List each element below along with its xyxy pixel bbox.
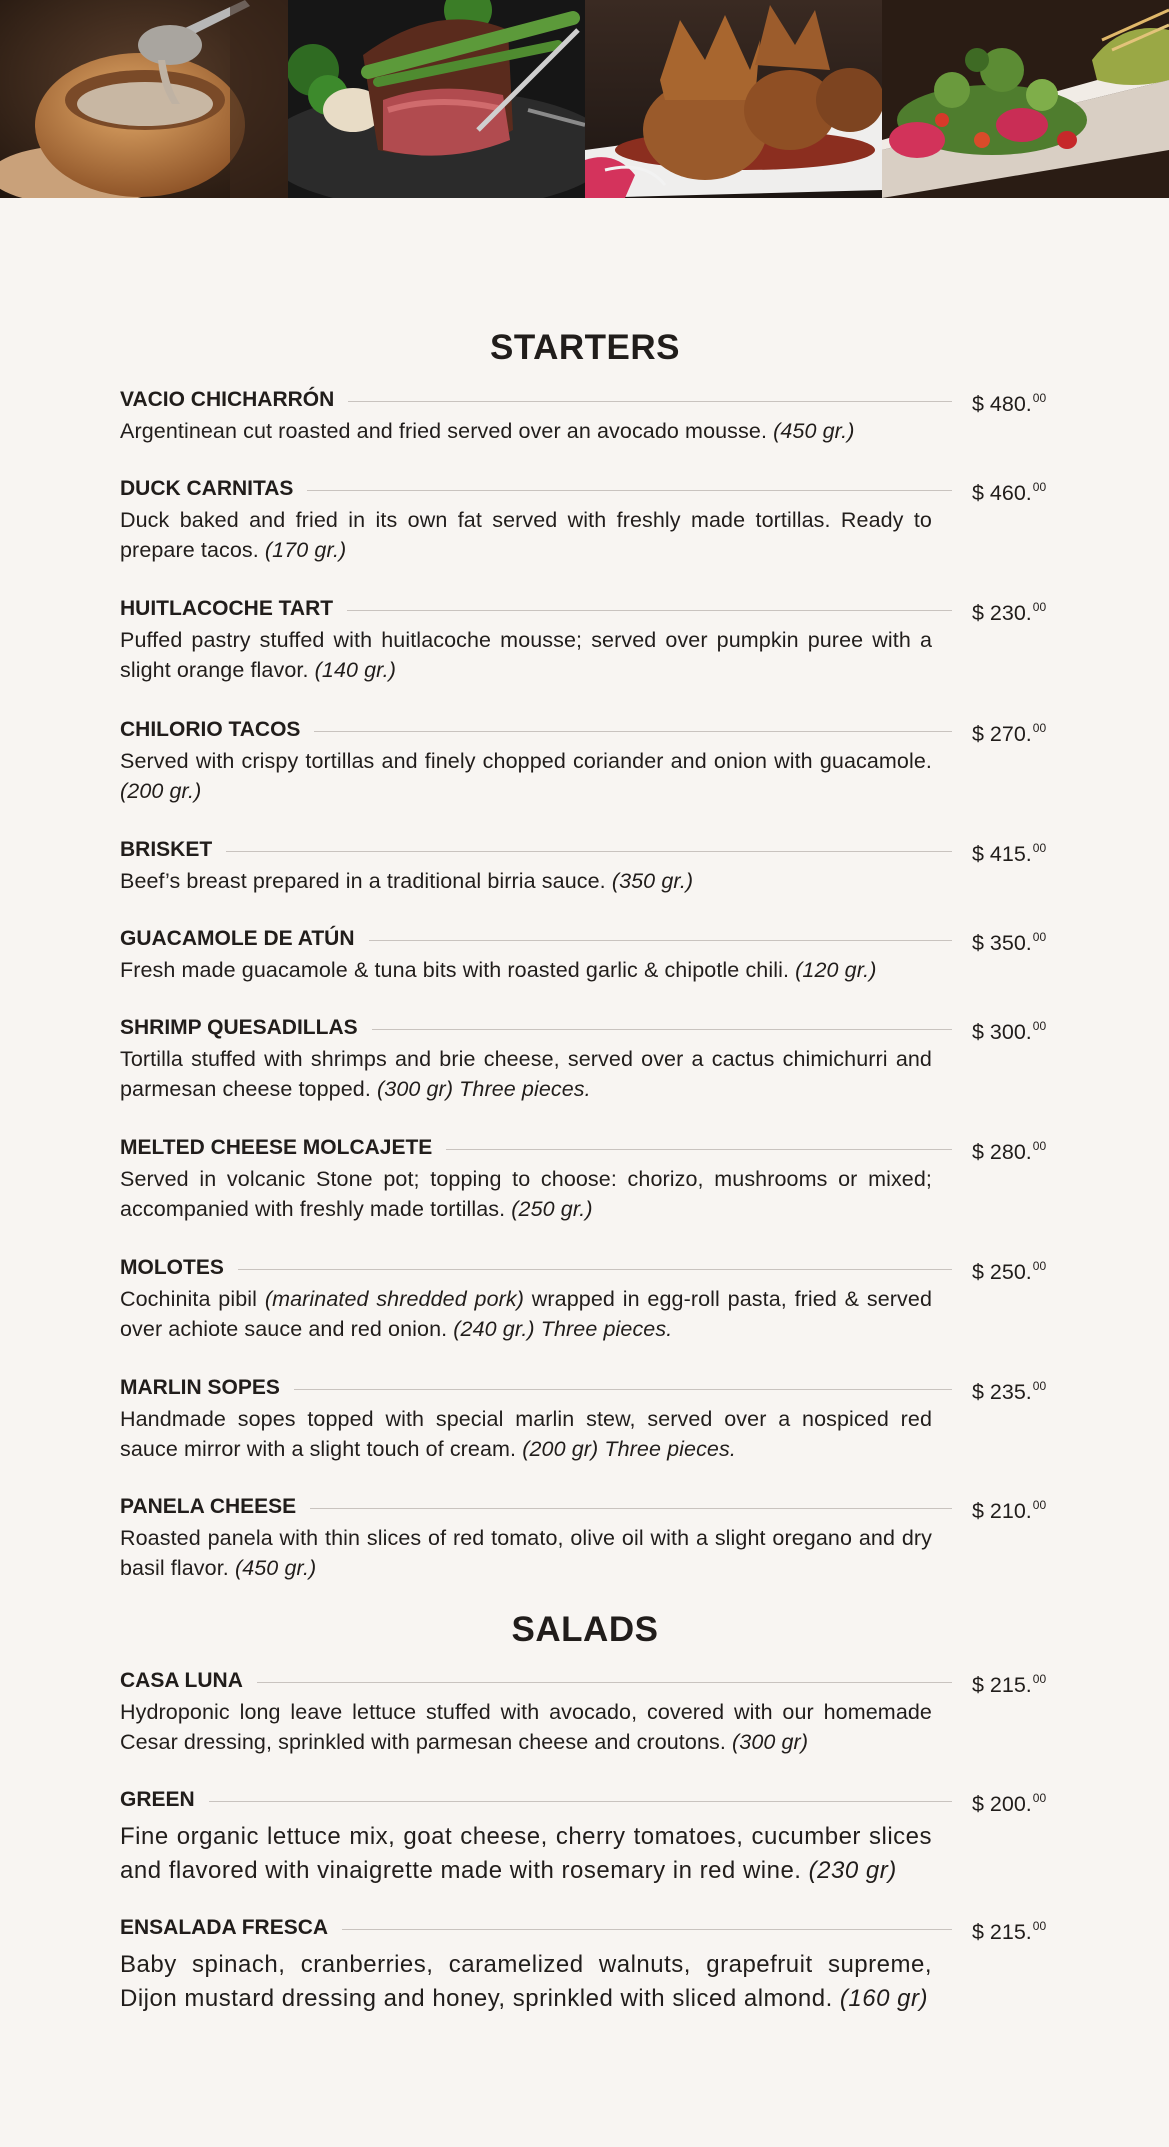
item-price: $ 235.00 [972,1379,1047,1404]
item-description: Fresh made guacamole & tuna bits with roasted garlic & chipotle chili. (120 gr.) [120,958,877,982]
steak-asparagus-photo [288,0,585,198]
item-description: Cochinita pibil (marinated shredded pork) wrapped in egg-roll pasta, fried & served over achiote sauce and red onion. (240 gr.) Three pieces. [120,1287,933,1341]
menu-item [120,1786,1050,1888]
photo-strip [0,0,1169,198]
menu-item [120,475,1050,565]
dotted-leader [120,1269,952,1270]
menu-item [120,836,1050,896]
item-price: $ 460.00 [972,480,1047,505]
item-description: Puffed pastry stuffed with huitlacoche mousse; served over pumpkin puree with a slight orange flavor. (140 gr.) [120,628,932,682]
menu-item [120,1667,1050,1757]
item-price: $ 415.00 [972,841,1047,866]
item-price: $ 215.00 [972,1672,1047,1697]
item-name: CASA LUNA [120,1667,257,1695]
item-description: Hydroponic long leave lettuce stuffed with avocado, covered with our homemade Cesar dressing, sprinkled with parmesan cheese and croutons. (300 gr) [120,1700,932,1754]
menu-item [120,1374,1050,1464]
item-name: PANELA CHEESE [120,1493,310,1521]
item-description: Served in volcanic Stone pot; topping to choose: chorizo, mushrooms or mixed; accompanied with freshly made tortillas. (250 gr.) [120,1167,932,1221]
item-description: Beef’s breast prepared in a traditional birria sauce. (350 gr.) [120,869,694,893]
item-price: $ 480.00 [972,391,1047,416]
menu-item [120,386,1050,446]
menu-item [120,1014,1050,1104]
dotted-leader [120,1801,952,1802]
menu-item [120,1254,1050,1344]
item-name: GUACAMOLE DE ATÚN [120,925,369,953]
item-name: VACIO CHICHARRÓN [120,386,348,414]
item-price: $ 280.00 [972,1139,1047,1164]
item-description: Served with crispy tortillas and finely chopped coriander and onion with guacamole. (200 gr.) [120,749,932,803]
menu-item [120,1914,1050,2016]
item-price: $ 250.00 [972,1259,1047,1284]
section-title-starters: STARTERS [489,328,681,367]
item-name: HUITLACOCHE TART [120,595,347,623]
item-description: Tortilla stuffed with shrimps and brie cheese, served over a cactus chimichurri and parmesan cheese topped. (300 gr) Three pieces. [120,1047,932,1101]
section-title-salads: SALADS [511,1610,659,1649]
item-price: $ 350.00 [972,930,1047,955]
dotted-leader [120,851,952,852]
item-name: ENSALADA FRESCA [120,1914,342,1942]
menu-item [120,1134,1050,1224]
item-description: Fine organic lettuce mix, goat cheese, cherry tomatoes, cucumber slices and flavored with vinaigrette made with rosemary in red wine. (230 gr) [120,1823,932,1884]
fresh-salad-photo [882,0,1169,198]
menu-item [120,595,1050,685]
item-name: CHILORIO TACOS [120,716,314,744]
item-name: GREEN [120,1786,209,1814]
menu-item [120,716,1050,806]
item-price: $ 200.00 [972,1791,1047,1816]
item-name: MARLIN SOPES [120,1374,294,1402]
item-description: Duck baked and fried in its own fat served with freshly made tortillas. Ready to prepare tacos. (170 gr.) [120,508,932,562]
item-name: DUCK CARNITAS [120,475,307,503]
bread-bowl-soup-photo [0,0,288,198]
item-name: MOLOTES [120,1254,238,1282]
item-price: $ 215.00 [972,1919,1047,1944]
item-description: Handmade sopes topped with special marlin stew, served over a nospiced red sauce mirror with a slight touch of cream. (200 gr) Three pieces. [120,1407,932,1461]
item-price: $ 210.00 [972,1498,1047,1523]
item-price: $ 300.00 [972,1019,1047,1044]
item-description: Argentinean cut roasted and fried served over an avocado mousse. (450 gr.) [120,419,855,443]
item-price: $ 270.00 [972,721,1047,746]
item-description: Baby spinach, cranberries, caramelized walnuts, grapefruit supreme, Dijon mustard dressing and honey, sprinkled with sliced almond. (160 gr) [120,1951,932,2012]
item-description: Roasted panela with thin slices of red tomato, olive oil with a slight oregano and dry basil flavor. (450 gr.) [120,1526,932,1580]
item-name: SHRIMP QUESADILLAS [120,1014,372,1042]
item-price: $ 230.00 [972,600,1047,625]
item-name: BRISKET [120,836,226,864]
item-name: MELTED CHEESE MOLCAJETE [120,1134,446,1162]
menu-item [120,1493,1050,1583]
fried-pouches-photo [585,0,882,198]
menu-item [120,925,1050,985]
